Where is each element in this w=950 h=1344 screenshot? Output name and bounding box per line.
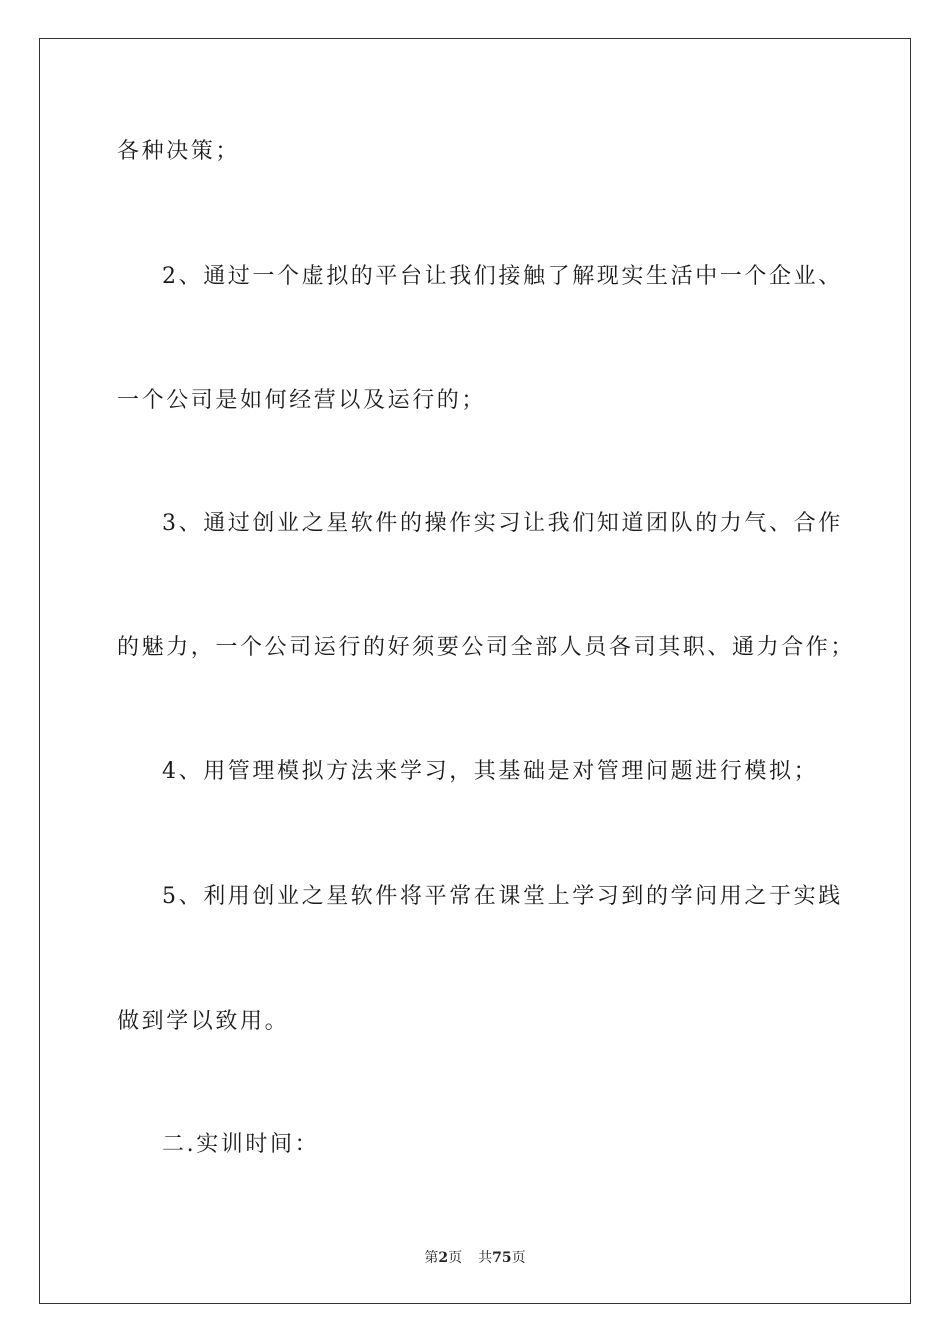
footer-page-number: 2 [438, 1250, 449, 1266]
footer-page-prefix: 第 [424, 1250, 439, 1266]
text-line-3: 一个公司是如何经营以及运行的； [117, 388, 487, 413]
text-line-4: 3、通过创业之星软件的操作实习让我们知道团队的力气、合作 [162, 511, 843, 536]
footer-total-pages: 75 [492, 1250, 512, 1266]
text-line-7: 5、利用创业之星软件将平常在课堂上学习到的学问用之于实践 [162, 884, 843, 909]
footer-total-suffix: 页 [511, 1250, 526, 1266]
text-line-2: 2、通过一个虚拟的平台让我们接触了解现实生活中一个企业、 [162, 264, 843, 289]
text-line-1: 各种决策； [117, 139, 241, 164]
text-line-5: 的魅力，一个公司运行的好须要公司全部人员各司其职、通力合作； [117, 635, 856, 660]
text-line-9: 二.实训时间： [162, 1132, 320, 1157]
footer-page-suffix: 页 [448, 1250, 463, 1266]
text-line-8: 做到学以致用。 [117, 1009, 290, 1034]
text-line-6: 4、用管理模拟方法来学习，其基础是对管理问题进行模拟； [162, 759, 819, 784]
footer-total-prefix: 共 [478, 1250, 493, 1266]
page-frame [39, 38, 911, 1304]
page-footer [0, 1248, 950, 1268]
